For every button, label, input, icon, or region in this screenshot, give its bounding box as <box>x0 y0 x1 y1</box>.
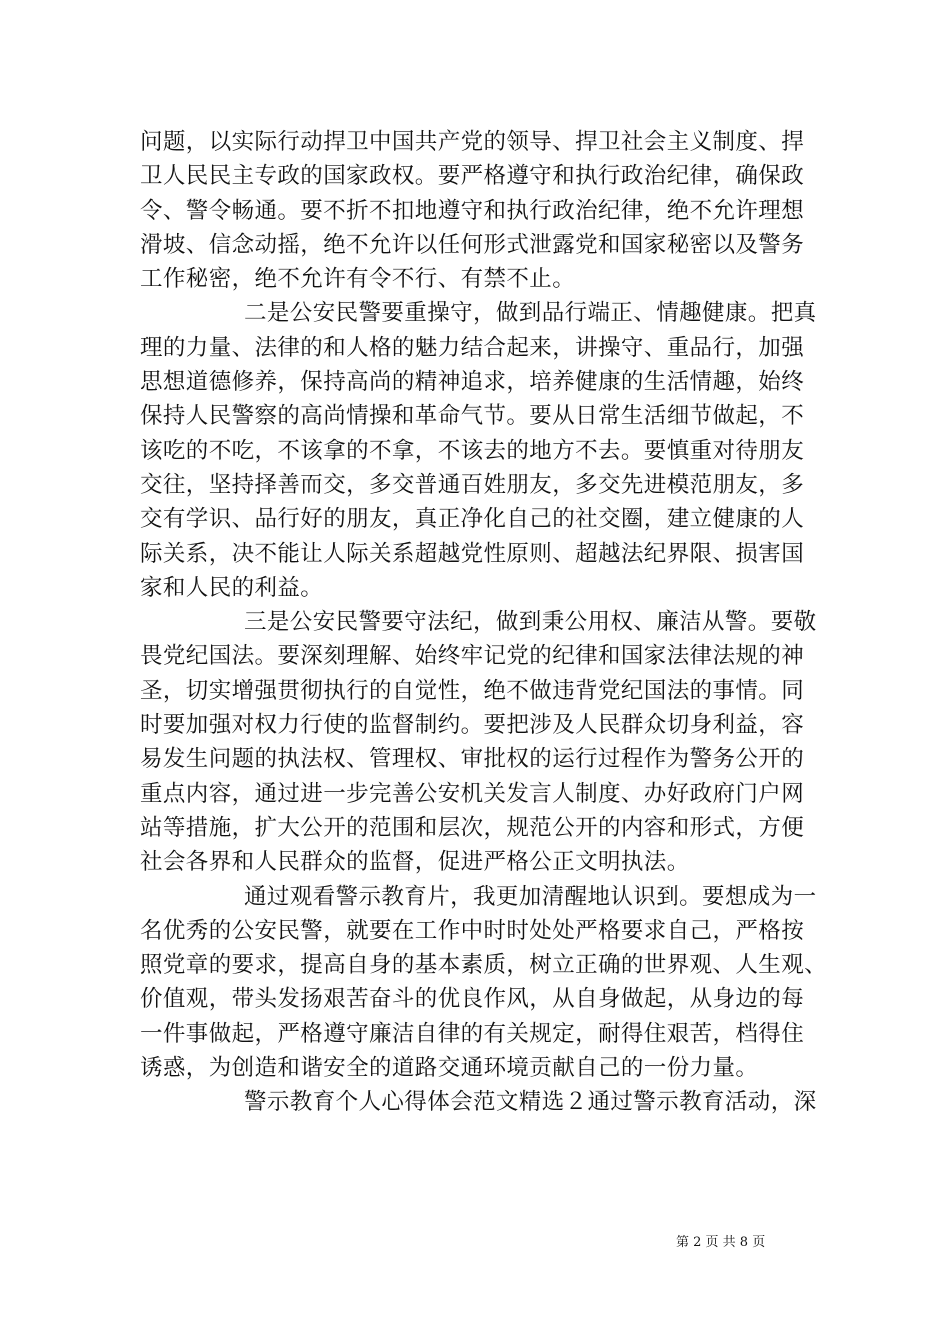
text-line: 令、警令畅通。要不折不扣地遵守和执行政治纪律，绝不允许理想 <box>140 197 805 224</box>
text-line: 该吃的不吃，不该拿的不拿，不该去的地方不去。要慎重对待朋友 <box>140 437 805 464</box>
text-line: 保持人民警察的高尚情操和革命气节。要从日常生活细节做起，不 <box>140 403 805 430</box>
text-line: 诱惑，为创造和谐安全的道路交通环境贡献自己的一份力量。 <box>140 1055 759 1082</box>
text-line: 际关系，决不能让人际关系超越党性原则、超越法纪界限、损害国 <box>140 540 805 567</box>
text-line: 照党章的要求，提高自身的基本素质，树立正确的世界观、人生观、 <box>140 952 828 979</box>
text-line: 圣，切实增强贯彻执行的自觉性，绝不做违背党纪国法的事情。同 <box>140 677 805 704</box>
paragraph-start-line: 警示教育个人心得体会范文精选２通过警示教育活动，深 <box>244 1089 817 1116</box>
text-line: 卫人民民主专政的国家政权。要严格遵守和执行政治纪律，确保政 <box>140 163 805 190</box>
text-line: 畏党纪国法。要深刻理解、始终牢记党的纪律和国家法律法规的神 <box>140 643 805 670</box>
text-line: 重点内容，通过进一步完善公安机关发言人制度、办好政府门户网 <box>140 780 805 807</box>
text-line: 滑坡、信念动摇，绝不允许以任何形式泄露党和国家秘密以及警务 <box>140 231 805 258</box>
text-line: 名优秀的公安民警，就要在工作中时时处处严格要求自己，严格按 <box>140 917 805 944</box>
text-line: 站等措施，扩大公开的范围和层次，规范公开的内容和形式，方便 <box>140 814 805 841</box>
text-line: 家和人民的利益。 <box>140 574 324 601</box>
text-line: 价值观，带头发扬艰苦奋斗的优良作风，从自身做起，从身边的每 <box>140 986 805 1013</box>
paragraph-start-line: 三是公安民警要守法纪，做到秉公用权、廉洁从警。要敬 <box>244 609 817 636</box>
text-line: 一件事做起，严格遵守廉洁自律的有关规定，耐得住艰苦，档得住 <box>140 1020 805 1047</box>
text-line: 时要加强对权力行使的监督制约。要把涉及人民群众切身利益，容 <box>140 712 805 739</box>
text-line: 思想道德修养，保持高尚的精神追求，培养健康的生活情趣，始终 <box>140 369 805 396</box>
text-line: 社会各界和人民群众的监督，促进严格公正文明执法。 <box>140 849 690 876</box>
document-body <box>140 125 828 1120</box>
text-line: 理的力量、法律的和人格的魅力结合起来，讲操守、重品行，加强 <box>140 334 805 361</box>
text-line: 交往，坚持择善而交，多交普通百姓朋友，多交先进模范朋友，多 <box>140 471 805 498</box>
paragraph-start-line: 通过观看警示教育片，我更加清醒地认识到。要想成为一 <box>244 883 817 910</box>
text-line: 易发生问题的执法权、管理权、审批权的运行过程作为警务公开的 <box>140 746 805 773</box>
text-line: 交有学识、品行好的朋友，真正净化自己的社交圈，建立健康的人 <box>140 506 805 533</box>
page-number-footer: 第 2 页 共 8 页 <box>676 1235 766 1250</box>
text-line: 工作秘密，绝不允许有令不行、有禁不止。 <box>140 266 576 293</box>
text-line: 问题，以实际行动捍卫中国共产党的领导、捍卫社会主义制度、捍 <box>140 129 805 155</box>
paragraph-start-line: 二是公安民警要重操守，做到品行端正、情趣健康。把真 <box>244 300 817 327</box>
